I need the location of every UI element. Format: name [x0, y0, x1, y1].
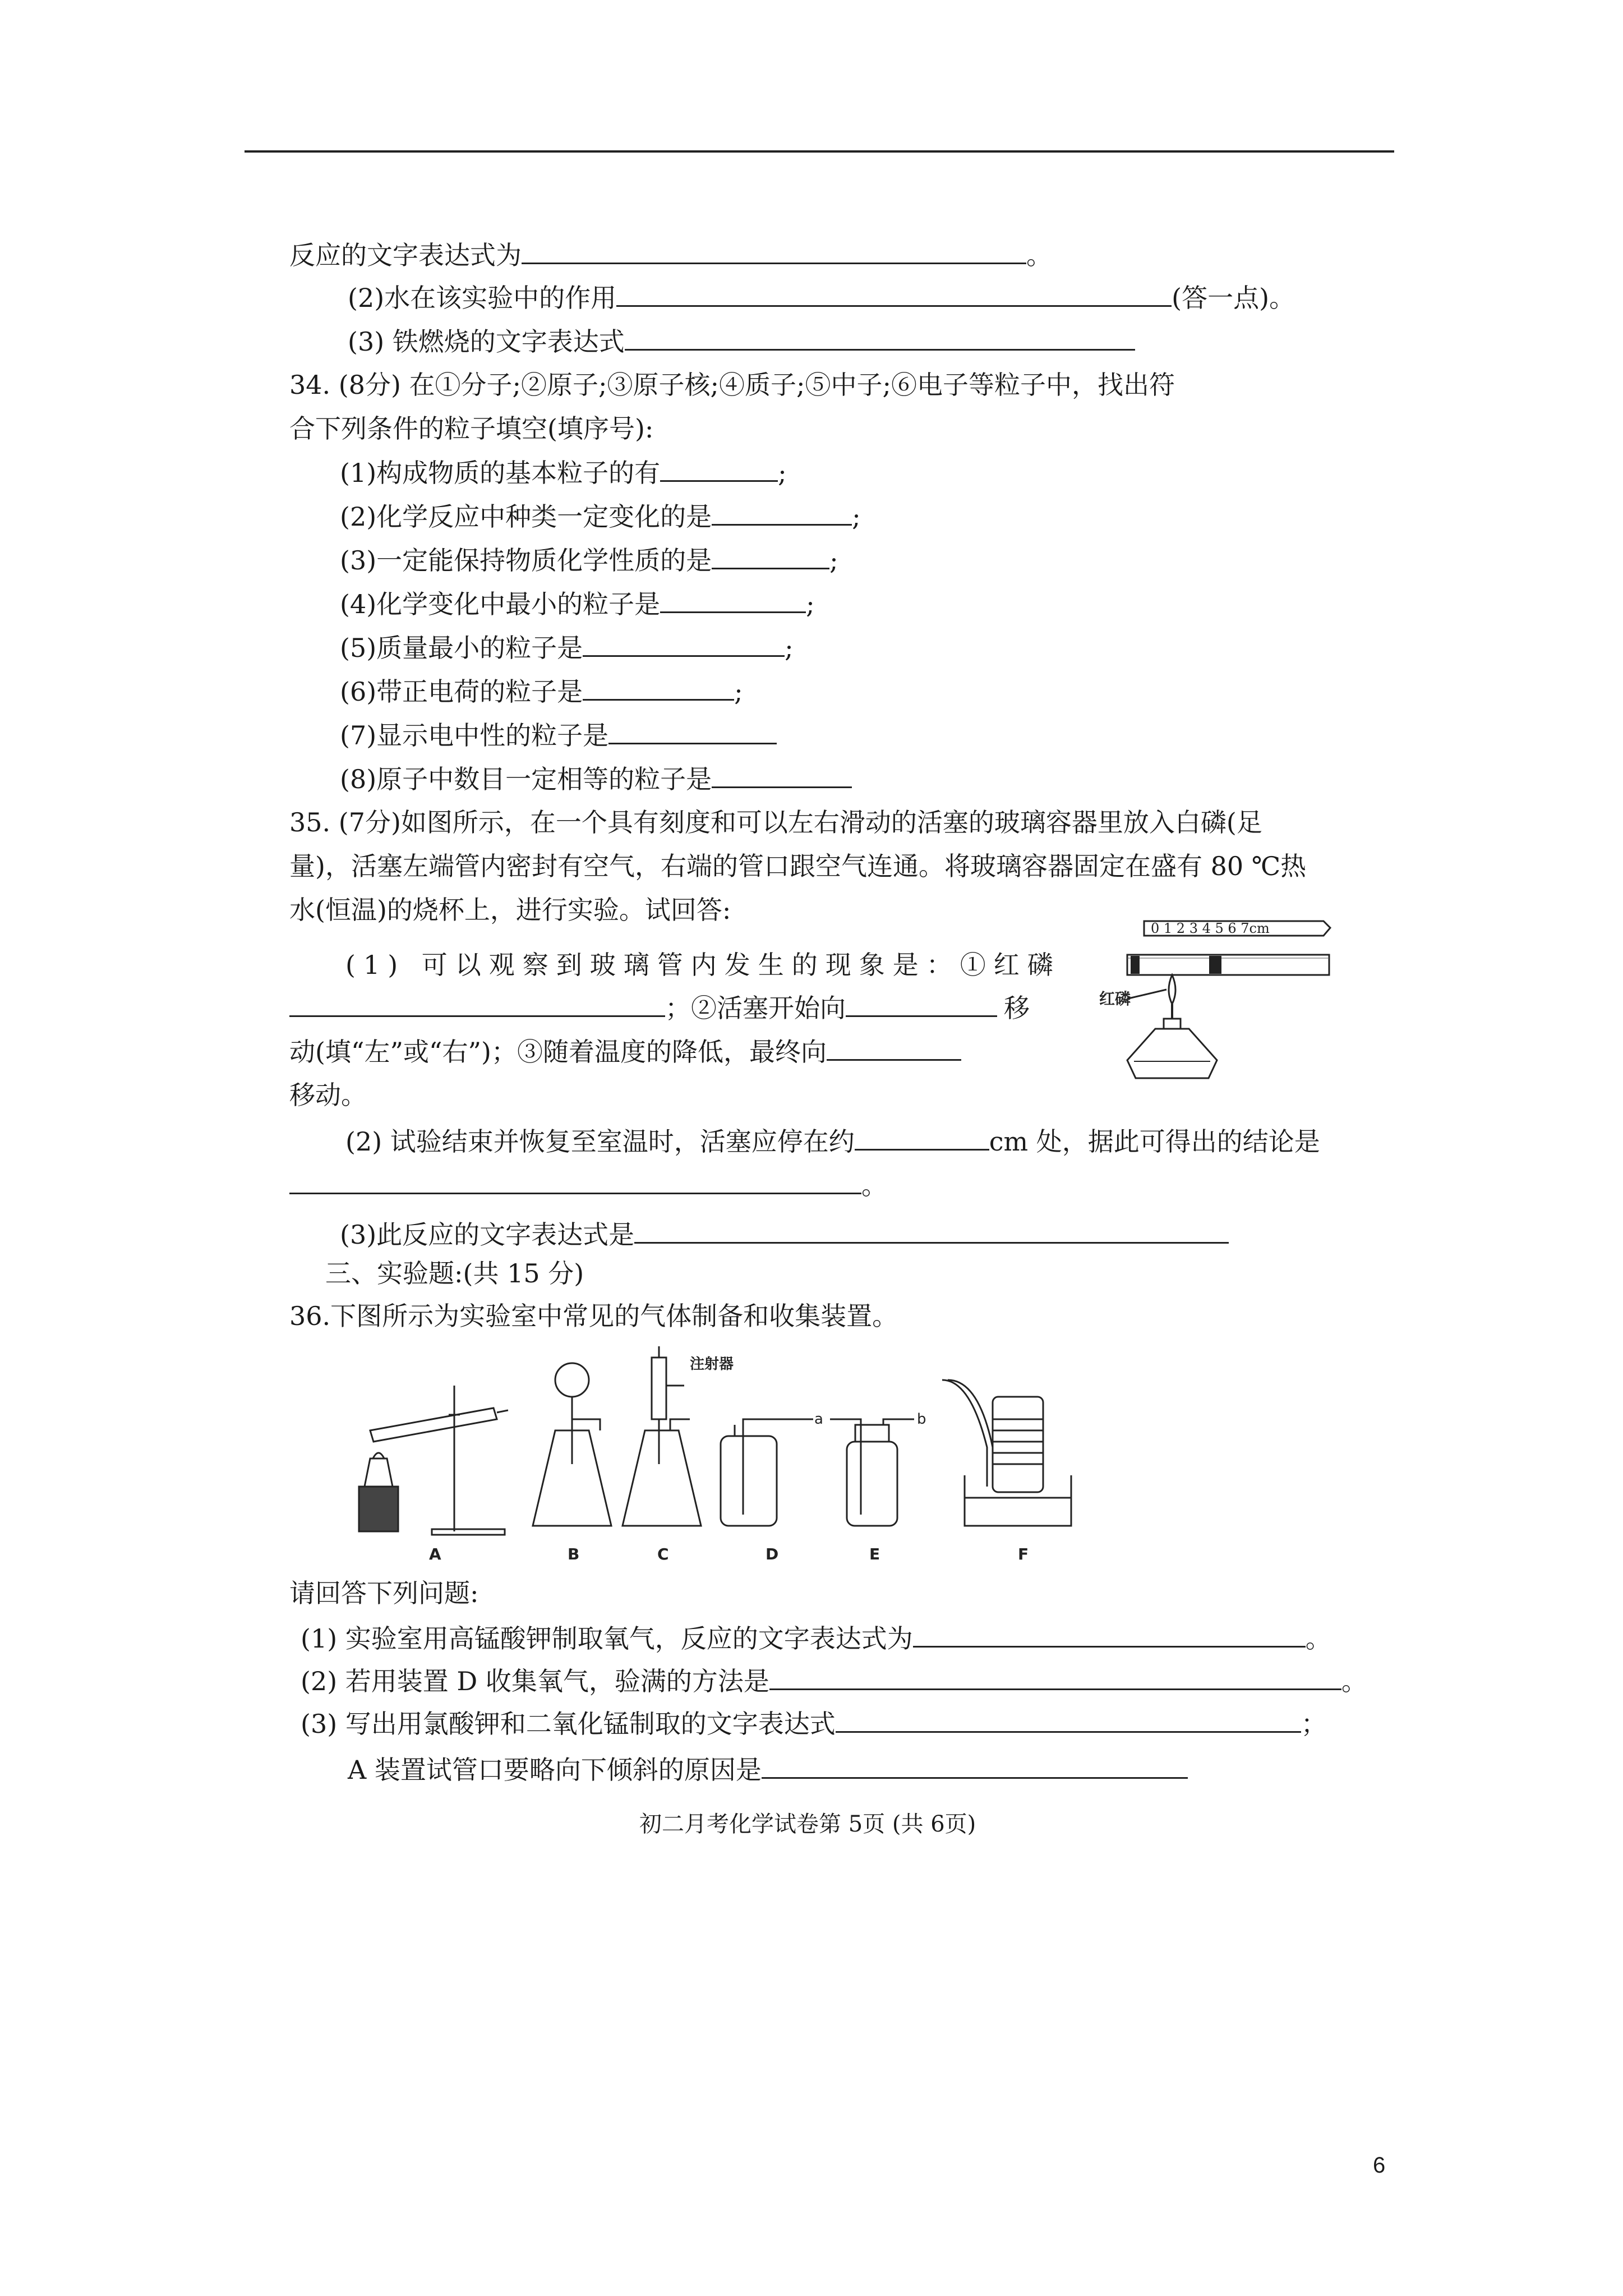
q36-question-2-text: (2) 若用装置 D 收集氧气，验满的方法是: [301, 1666, 769, 1696]
q34-item: [340, 631, 794, 665]
q36-question-1-end: 。: [1305, 1623, 1331, 1654]
answer-blank[interactable]: [634, 1217, 1229, 1244]
answer-blank[interactable]: [712, 762, 852, 788]
q34-item: [340, 455, 787, 490]
piston-apparatus-svg: [1099, 914, 1357, 1105]
red-phosphorus-label: 红磷: [1099, 990, 1131, 1008]
q35-line-8-text: (2) 试验结束并恢复至室温时，活塞应停在约: [345, 1126, 855, 1157]
piston-apparatus-figure: [1099, 914, 1357, 1105]
q34-item-text: (8)原子中数目一定相等的粒子是: [340, 764, 712, 794]
q35-line-5: [289, 991, 1030, 1025]
q34-item-end: ;: [852, 501, 861, 532]
answer-blank[interactable]: [846, 991, 997, 1017]
q33-line-3: [348, 324, 1135, 358]
q34-title-1: 34. (8分) 在①分子;②原子;③原子核;④质子;⑤中子;⑥电子等粒子中，找出符: [289, 370, 1175, 400]
apparatus-label-e: E: [869, 1545, 880, 1563]
q34-item-text: (2)化学反应中种类一定变化的是: [340, 501, 712, 532]
page-number: 6: [1373, 2153, 1386, 2178]
q35-line-10: [340, 1217, 1229, 1251]
q36-question-2-end: 。: [1341, 1666, 1367, 1696]
answer-blank[interactable]: [616, 280, 1172, 307]
q33-line-2-end: (答一点)。: [1172, 283, 1295, 313]
q35-line-1: 35. (7分)如图所示，在一个具有刻度和可以左右滑动的活塞的玻璃容器里放入白磷(足: [289, 807, 1262, 838]
q34-item-text: (1)构成物质的基本粒子的有: [340, 458, 661, 488]
answer-blank[interactable]: [769, 1664, 1341, 1690]
q34-item-text: (6)带正电荷的粒子是: [340, 677, 583, 707]
q34-item-text: (4)化学变化中最小的粒子是: [340, 589, 661, 619]
q35-line-9: [289, 1168, 887, 1202]
q34-title-2: 合下列条件的粒子填空(填序号):: [289, 413, 654, 444]
q34-item-end: ;: [785, 633, 794, 663]
q35-line-7: 移动。: [289, 1080, 367, 1110]
answer-blank[interactable]: [583, 631, 785, 657]
answer-blank[interactable]: [762, 1752, 1188, 1779]
q34-item: [340, 543, 838, 577]
q36-question-3-text: (3) 写出用氯酸钾和二氧化锰制取的文字表达式: [301, 1709, 836, 1739]
q34-item-end: ;: [806, 589, 815, 619]
q34-item-text: (3)一定能保持物质化学性质的是: [340, 545, 712, 576]
gas-apparatus-figure: [348, 1346, 1094, 1565]
answer-blank[interactable]: [625, 324, 1135, 351]
q35-line-6: [289, 1034, 961, 1069]
answer-blank[interactable]: [855, 1124, 989, 1151]
q36-intro: 36.下图所示为实验室中常见的气体制备和收集装置。: [289, 1301, 898, 1331]
q34-item-text: (5)质量最小的粒子是: [340, 633, 583, 663]
q34-item-text: (7)显示电中性的粒子是: [340, 720, 609, 751]
q35-line-8: [345, 1124, 1320, 1158]
scale-text: 0 1 2 3 4 5 6 7cm: [1151, 921, 1270, 936]
q33-line-1-text: 反应的文字表达式为: [289, 240, 522, 270]
q33-line-3-text: (3) 铁燃烧的文字表达式: [348, 326, 625, 357]
answer-blank[interactable]: [712, 499, 852, 526]
apparatus-label-a: A: [429, 1545, 441, 1563]
port-b-label: b: [917, 1411, 926, 1428]
answer-blank[interactable]: [522, 238, 1026, 264]
q36-question-2: [301, 1664, 1367, 1698]
q36-question-3-end: ；: [1301, 1709, 1327, 1739]
answer-blank[interactable]: [660, 455, 778, 482]
port-a-label: a: [814, 1411, 823, 1428]
q36-question-1-text: (1) 实验室用高锰酸钾制取氧气，反应的文字表达式为: [301, 1623, 913, 1654]
apparatus-label-b: B: [568, 1545, 580, 1563]
q35-line-6-text: 动(填“左”或“右”)；③随着温度的降低，最终向: [289, 1037, 827, 1067]
q34-item: [340, 718, 777, 752]
answer-blank[interactable]: [608, 718, 777, 744]
answer-blank[interactable]: [827, 1034, 961, 1061]
q34-item-end: ;: [778, 458, 787, 488]
q35-line-5-mid: ；②活塞开始向: [665, 993, 846, 1023]
page-footer: 初二月考化学试卷第 5页 (共 6页): [639, 1811, 976, 1837]
q35-line-4: (1) 可以观察到玻璃管内发生的现象是：①红磷: [345, 950, 1061, 980]
q35-line-9-end: 。: [861, 1170, 887, 1200]
q34-item: [340, 762, 852, 796]
answer-blank[interactable]: [660, 587, 806, 613]
q34-item: [340, 587, 815, 621]
q34-item-end: ;: [829, 545, 838, 576]
q34-item-end: ;: [734, 677, 743, 707]
q35-line-10-text: (3)此反应的文字表达式是: [340, 1220, 635, 1250]
apparatus-label-f: F: [1018, 1545, 1029, 1563]
answer-blank[interactable]: [712, 543, 829, 569]
q36-question-1: [301, 1621, 1331, 1655]
q36-prompt: 请回答下列问题:: [289, 1578, 479, 1608]
q35-line-8-mid: cm 处，据此可得出的结论是: [989, 1126, 1320, 1157]
q35-line-2: 量)，活塞左端管内密封有空气，右端的管口跟空气连通。将玻璃容器固定在盛有 80 ℃热: [289, 851, 1307, 881]
answer-blank[interactable]: [836, 1706, 1301, 1733]
q33-line-2-text: (2)水在该实验中的作用: [348, 283, 617, 313]
q33-line-2: [348, 280, 1295, 315]
answer-blank[interactable]: [583, 674, 734, 701]
gas-apparatus-svg: [348, 1346, 1094, 1565]
syringe-label: 注射器: [690, 1356, 734, 1373]
q34-item: [340, 499, 861, 533]
q33-line-1: [289, 238, 1052, 272]
q35-line-3: 水(恒温)的烧杯上，进行实验。试回答:: [289, 895, 731, 925]
header-rule: [245, 150, 1394, 153]
q36-question-4: [348, 1752, 1188, 1787]
answer-blank[interactable]: [289, 1168, 861, 1194]
section-3-heading: 三、实验题:(共 15 分): [325, 1258, 584, 1289]
q36-question-3: [301, 1706, 1327, 1741]
apparatus-label-c: C: [657, 1545, 669, 1563]
q33-line-1-end: 。: [1026, 240, 1052, 270]
q36-question-4-text: A 装置试管口要略向下倾斜的原因是: [348, 1755, 762, 1785]
q35-line-5-end: 移: [1004, 993, 1030, 1023]
q34-item: [340, 674, 743, 708]
answer-blank[interactable]: [289, 991, 665, 1017]
answer-blank[interactable]: [913, 1621, 1306, 1648]
apparatus-label-d: D: [766, 1545, 779, 1563]
